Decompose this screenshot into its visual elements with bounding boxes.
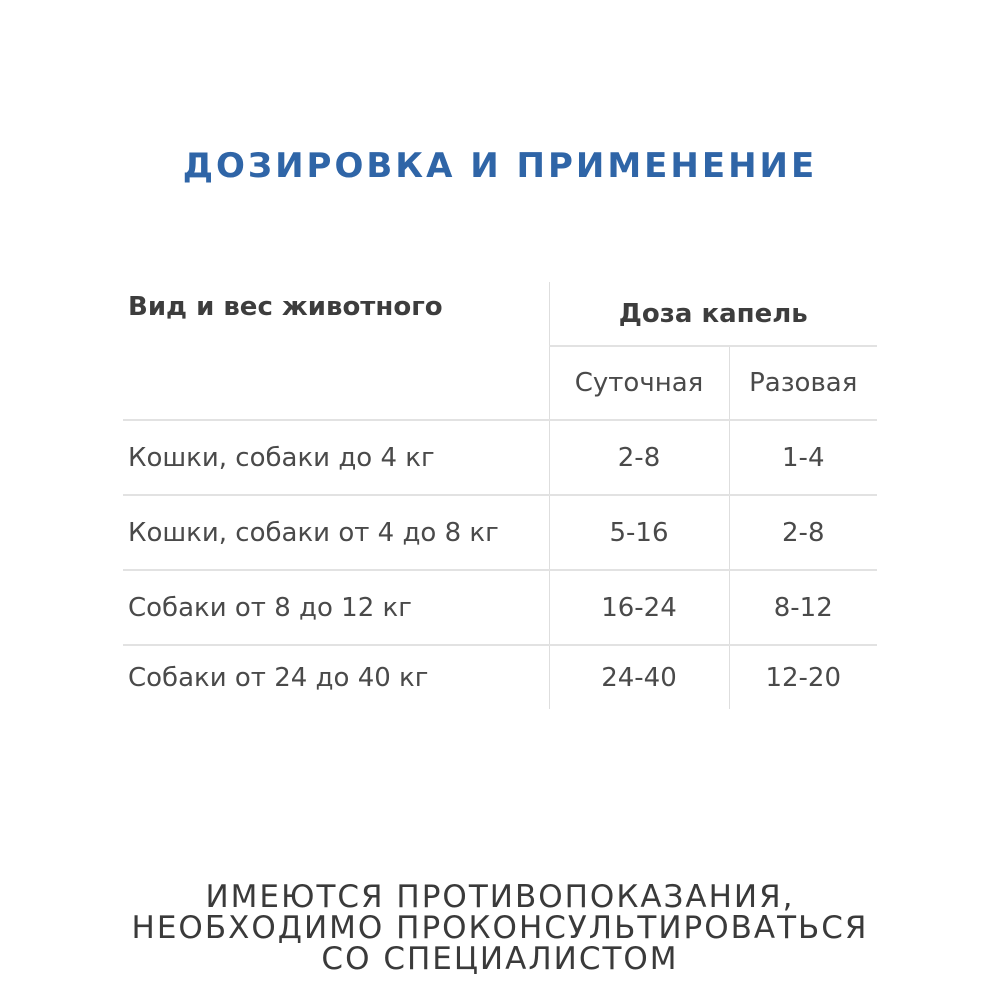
daily-dose-cell: 24-40 [549, 645, 729, 709]
notice-line-2: НЕОБХОДИМО ПРОКОНСУЛЬТИРОВАТЬСЯ [131, 910, 869, 946]
notice-line-1: ИМЕЮТСЯ ПРОТИВОПОКАЗАНИЯ, [205, 879, 795, 915]
single-dose-cell: 12-20 [729, 645, 877, 709]
table-row [123, 570, 877, 645]
subheader-daily: Суточная [549, 346, 729, 420]
daily-dose-cell: 2-8 [549, 420, 729, 495]
animal-cell: Собаки от 24 до 40 кг [128, 662, 429, 693]
single-dose-cell: 2-8 [729, 495, 877, 570]
table-row [123, 645, 877, 709]
dosage-table [123, 282, 877, 709]
animal-cell: Кошки, собаки до 4 кг [123, 420, 549, 495]
table-row [123, 495, 877, 570]
table-row [123, 420, 877, 495]
daily-dose-cell: 5-16 [549, 495, 729, 570]
page-title: ДОЗИРОВКА И ПРИМЕНЕНИЕ [182, 146, 818, 186]
notice-line-3: СО СПЕЦИАЛИСТОМ [321, 941, 679, 977]
animal-cell: Собаки от 8 до 12 кг [123, 570, 549, 645]
contraindications-notice [0, 879, 1000, 977]
header-species: Вид и вес животного [123, 282, 549, 420]
header-dose: Доза капель [549, 282, 877, 346]
table-header-row [123, 282, 877, 346]
single-dose-cell: 1-4 [729, 420, 877, 495]
animal-cell: Кошки, собаки от 4 до 8 кг [123, 495, 549, 570]
single-dose-cell: 8-12 [729, 570, 877, 645]
subheader-single: Разовая [729, 346, 877, 420]
daily-dose-cell: 16-24 [549, 570, 729, 645]
